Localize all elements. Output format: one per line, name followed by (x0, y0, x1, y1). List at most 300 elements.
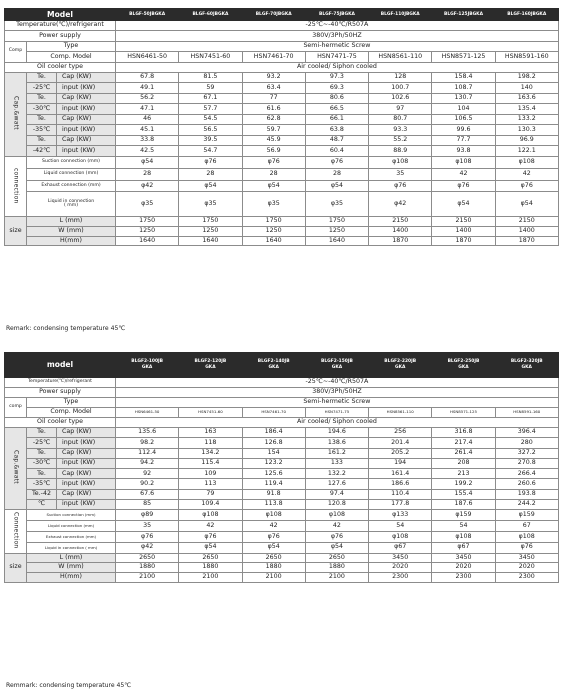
input-value-cell: 270.8 (495, 458, 558, 468)
input-value-cell: 113.8 (242, 500, 305, 510)
connection-value-cell: φ42 (369, 192, 432, 217)
te-label: Te. (27, 135, 57, 146)
cap-value-cell: 158.4 (432, 72, 495, 83)
cap-value-cell: 154 (242, 448, 305, 458)
connection-value-cell: φ54 (305, 180, 368, 192)
cap-value-cell: 125.6 (242, 469, 305, 479)
input-value-cell: 113 (179, 479, 242, 489)
input-value-cell: 99.6 (432, 125, 495, 136)
connection-value-cell: 28 (179, 168, 242, 180)
connection-value-cell: φ67 (369, 542, 432, 553)
model-header: Model (5, 9, 116, 21)
comp-model-cell: HSN7461-70 (242, 408, 305, 418)
cap-value-cell: 81.5 (179, 72, 242, 83)
comp-model-cell: HSN7471-75 (305, 52, 368, 62)
te-temp-label: ℃ (27, 500, 57, 510)
connection-label (5, 156, 27, 216)
input-value-cell: 177.8 (369, 500, 432, 510)
connection-value-cell: φ108 (495, 156, 558, 168)
size-value-cell: 2300 (495, 573, 558, 583)
size-value-cell: 1250 (242, 226, 305, 236)
size-value-cell: 1750 (116, 217, 179, 227)
cap-watt-label-text: Cap.&watt (12, 450, 20, 485)
model-name-header: BLGF2-250JB GKA (432, 353, 495, 378)
input-value-cell: 186.6 (369, 479, 432, 489)
connection-value-cell: 28 (116, 168, 179, 180)
input-value-cell: 59 (179, 83, 242, 94)
connection-value-cell: φ35 (116, 192, 179, 217)
connection-value-cell: φ67 (432, 542, 495, 553)
cap-value-cell: 92 (116, 469, 179, 479)
model-name-header: BLGF-75JBGKA (305, 9, 368, 21)
model-name-header: BLGF2-150JB GKA (305, 353, 368, 378)
power-supply-value: 380V/3Ph/50HZ (116, 31, 559, 41)
connection-value-cell: φ54 (305, 542, 368, 553)
cap-value-cell: 161.2 (305, 448, 368, 458)
connection-value-cell: φ76 (179, 156, 242, 168)
size-value-cell: 1750 (242, 217, 305, 227)
size-value-cell: 1880 (116, 563, 179, 573)
te-temp-label: -30℃ (27, 458, 57, 468)
connection-value-cell: φ76 (305, 156, 368, 168)
input-value-cell: 104 (432, 104, 495, 115)
input-kw-label: input (KW) (57, 458, 116, 468)
oil-cooler-label: Oil cooler type (5, 62, 116, 72)
cap-value-cell: 33.8 (116, 135, 179, 146)
comp-model-cell: HSN8561-110 (369, 408, 432, 418)
cap-value-cell: 80.7 (369, 114, 432, 125)
input-value-cell: 100.7 (369, 83, 432, 94)
spec-table-blgf (4, 8, 559, 246)
input-value-cell: 135.4 (495, 104, 558, 115)
size-value-cell: 2100 (242, 573, 305, 583)
cap-value-cell: 62.8 (242, 114, 305, 125)
comp-model-cell: HSN8571-125 (432, 52, 495, 62)
size-value-cell: 3450 (495, 553, 558, 563)
input-value-cell: 56.9 (242, 146, 305, 157)
type-value: Semi-hermetic Screw (116, 398, 559, 408)
cap-watt-label-text: Cap.&watt (12, 96, 20, 131)
temperature-label: Temperature(℃)/refrigerant (5, 21, 116, 31)
size-value-cell: 1870 (495, 236, 558, 246)
input-value-cell: 54.7 (179, 146, 242, 157)
cap-value-cell: 261.4 (432, 448, 495, 458)
cap-value-cell: 163.6 (495, 93, 558, 104)
te-temp-label: -35℃ (27, 125, 57, 136)
connection-row-label: Exhaust connection (mm) (27, 531, 116, 542)
te-label: Te. (27, 448, 57, 458)
comp-model-cell: HSN8561-110 (369, 52, 432, 62)
cap-value-cell: 198.2 (495, 72, 558, 83)
te-temp-label: -25℃ (27, 83, 57, 94)
power-supply-value: 380V/3Ph/50HZ (116, 388, 559, 398)
input-value-cell: 56.5 (179, 125, 242, 136)
cap-value-cell: 327.2 (495, 448, 558, 458)
connection-value-cell: φ76 (432, 180, 495, 192)
size-value-cell: 1640 (242, 236, 305, 246)
cap-value-cell: 256 (369, 428, 432, 438)
input-value-cell: 66.5 (305, 104, 368, 115)
size-value-cell: 2100 (305, 573, 368, 583)
input-value-cell: 57.7 (179, 104, 242, 115)
size-value-cell: 2020 (432, 563, 495, 573)
cap-value-cell: 193.8 (495, 489, 558, 499)
input-value-cell: 47.1 (116, 104, 179, 115)
size-value-cell: 2150 (369, 217, 432, 227)
input-value-cell: 59.7 (242, 125, 305, 136)
size-value-cell: 2020 (495, 563, 558, 573)
te-label: Te. (27, 428, 57, 438)
cap-value-cell: 48.7 (305, 135, 368, 146)
input-value-cell: 63.4 (242, 83, 305, 94)
input-value-cell: 45.1 (116, 125, 179, 136)
input-value-cell: 69.3 (305, 83, 368, 94)
cap-kw-label: Cap (KW) (57, 448, 116, 458)
size-value-cell: 1640 (305, 236, 368, 246)
cap-value-cell: 134.2 (179, 448, 242, 458)
input-value-cell: 63.8 (305, 125, 368, 136)
size-label: size (5, 217, 27, 246)
size-value-cell: 2650 (242, 553, 305, 563)
size-value-cell: 1640 (116, 236, 179, 246)
model-name-header: BLGF-50JBGKA (116, 9, 179, 21)
size-value-cell: 1400 (432, 226, 495, 236)
size-row-label: W (mm) (27, 226, 116, 236)
size-value-cell: 1250 (179, 226, 242, 236)
connection-label-text: connection (12, 167, 20, 204)
connection-value-cell: φ54 (116, 156, 179, 168)
size-value-cell: 2100 (179, 573, 242, 583)
connection-value-cell: φ54 (432, 192, 495, 217)
connection-value-cell: φ76 (242, 156, 305, 168)
cap-value-cell: 133.2 (495, 114, 558, 125)
connection-row-label: Liquid connection (mm) (27, 521, 116, 532)
input-value-cell: 97 (369, 104, 432, 115)
size-row-label: H(mm) (27, 236, 116, 246)
te-label: Te. (27, 93, 57, 104)
model-name-header: BLGF2-100JB GKA (116, 353, 179, 378)
input-value-cell: 120.8 (305, 500, 368, 510)
size-value-cell: 1870 (369, 236, 432, 246)
input-value-cell: 93.8 (432, 146, 495, 157)
comp-model-cell: HSN7451-60 (179, 52, 242, 62)
cap-value-cell: 80.6 (305, 93, 368, 104)
size-value-cell: 2100 (116, 573, 179, 583)
cap-value-cell: 55.2 (369, 135, 432, 146)
input-value-cell: 109.4 (179, 500, 242, 510)
connection-value-cell: φ108 (369, 156, 432, 168)
model-name-header: BLGF-70JBGKA (242, 9, 305, 21)
comp-model-label: Comp. Model (27, 408, 116, 418)
input-value-cell: 90.2 (116, 479, 179, 489)
model-name-header: BLGF2-220JB GKA (369, 353, 432, 378)
connection-value-cell: φ108 (432, 156, 495, 168)
connection-value-cell: 67 (495, 521, 558, 532)
cap-value-cell: 161.4 (369, 469, 432, 479)
size-value-cell: 2650 (305, 553, 368, 563)
spec-table-blgf2 (4, 352, 559, 583)
input-value-cell: 49.1 (116, 83, 179, 94)
size-value-cell: 3450 (432, 553, 495, 563)
connection-value-cell: φ35 (242, 192, 305, 217)
temperature-value: -25℃~-40℃/R507A (116, 378, 559, 388)
oil-cooler-value: Air cooled/ Siphon cooled (116, 418, 559, 428)
cap-value-cell: 128 (369, 72, 432, 83)
te-temp-label: -25℃ (27, 438, 57, 448)
comp-model-cell: HSN8571-125 (432, 408, 495, 418)
connection-label-text: Connection (12, 511, 20, 549)
input-value-cell: 98.2 (116, 438, 179, 448)
size-value-cell: 1880 (305, 563, 368, 573)
cap-kw-label: Cap (KW) (57, 489, 116, 499)
size-value-cell: 1750 (305, 217, 368, 227)
connection-value-cell: φ76 (495, 180, 558, 192)
size-value-cell: 1400 (495, 226, 558, 236)
input-value-cell: 140 (495, 83, 558, 94)
cap-kw-label: Cap (KW) (57, 114, 116, 125)
input-value-cell: 194 (369, 458, 432, 468)
cap-value-cell: 67.1 (179, 93, 242, 104)
comp-label: Comp (5, 41, 27, 62)
input-kw-label: input (KW) (57, 125, 116, 136)
temperature-value: -25℃~-40℃/R507A (116, 21, 559, 31)
connection-value-cell: φ108 (179, 510, 242, 521)
input-value-cell: 115.4 (179, 458, 242, 468)
input-value-cell: 217.4 (432, 438, 495, 448)
input-value-cell: 122.1 (495, 146, 558, 157)
size-value-cell: 2300 (369, 573, 432, 583)
cap-value-cell: 77.7 (432, 135, 495, 146)
cap-value-cell: 67.8 (116, 72, 179, 83)
input-kw-label: input (KW) (57, 438, 116, 448)
cap-value-cell: 97.4 (305, 489, 368, 499)
cap-value-cell: 132.2 (305, 469, 368, 479)
te-label: Te. (27, 469, 57, 479)
connection-row-label: Exhaust connection (mm) (27, 180, 116, 192)
connection-value-cell: 35 (116, 521, 179, 532)
connection-value-cell: 42 (305, 521, 368, 532)
connection-value-cell: φ108 (369, 531, 432, 542)
connection-value-cell: φ54 (179, 180, 242, 192)
connection-value-cell: φ76 (242, 531, 305, 542)
cap-value-cell: 45.9 (242, 135, 305, 146)
connection-value-cell: φ108 (495, 531, 558, 542)
input-value-cell: 123.2 (242, 458, 305, 468)
model-name-header: BLGF-125JBGKA (432, 9, 495, 21)
cap-value-cell: 110.4 (369, 489, 432, 499)
cap-value-cell: 67.6 (116, 489, 179, 499)
connection-value-cell: φ42 (116, 542, 179, 553)
te-temp-label: -42℃ (27, 146, 57, 157)
cap-value-cell: 54.5 (179, 114, 242, 125)
power-supply-label: Power supply (5, 388, 116, 398)
cap-value-cell: 109 (179, 469, 242, 479)
connection-value-cell: φ54 (495, 192, 558, 217)
cap-value-cell: 97.3 (305, 72, 368, 83)
cap-value-cell: 135.6 (116, 428, 179, 438)
remark-2: Remmark: condensing temperature 45℃ (6, 682, 132, 689)
input-value-cell: 280 (495, 438, 558, 448)
model-name-header: BLGF-160JBGKA (495, 9, 558, 21)
connection-label (5, 510, 27, 553)
connection-value-cell: φ35 (305, 192, 368, 217)
power-supply-label: Power supply (5, 31, 116, 41)
cap-watt-label (5, 72, 27, 156)
size-value-cell: 1880 (242, 563, 305, 573)
cap-kw-label: Cap (KW) (57, 93, 116, 104)
input-value-cell: 126.8 (242, 438, 305, 448)
connection-value-cell: φ76 (495, 542, 558, 553)
te-label: Te.-42 (27, 489, 57, 499)
cap-value-cell: 66.1 (305, 114, 368, 125)
connection-value-cell: φ108 (242, 510, 305, 521)
input-value-cell: 127.6 (305, 479, 368, 489)
cap-value-cell: 266.4 (495, 469, 558, 479)
input-value-cell: 85 (116, 500, 179, 510)
connection-value-cell: 54 (369, 521, 432, 532)
comp-model-cell: HSN7451-60 (179, 408, 242, 418)
connection-row-label: Liquid connection (mm) (27, 168, 116, 180)
cap-watt-label (5, 428, 27, 510)
input-value-cell: 199.2 (432, 479, 495, 489)
cap-value-cell: 316.8 (432, 428, 495, 438)
connection-row-label: Suction connection (mm) (27, 156, 116, 168)
cap-kw-label: Cap (KW) (57, 72, 116, 83)
cap-value-cell: 46 (116, 114, 179, 125)
input-value-cell: 93.3 (369, 125, 432, 136)
te-temp-label: -30℃ (27, 104, 57, 115)
connection-value-cell: φ76 (179, 531, 242, 542)
size-value-cell: 1250 (116, 226, 179, 236)
model-name-header: BLGF2-120JB GKA (179, 353, 242, 378)
input-value-cell: 201.4 (369, 438, 432, 448)
cap-kw-label: Cap (KW) (57, 469, 116, 479)
connection-value-cell: φ108 (305, 510, 368, 521)
connection-value-cell: φ54 (242, 542, 305, 553)
te-temp-label: -35℃ (27, 479, 57, 489)
cap-value-cell: 91.8 (242, 489, 305, 499)
size-value-cell: 2650 (116, 553, 179, 563)
cap-value-cell: 155.4 (432, 489, 495, 499)
connection-value-cell: φ35 (179, 192, 242, 217)
connection-row-label: Liquid in connection ( mm) (27, 192, 116, 217)
connection-value-cell: 42 (242, 521, 305, 532)
input-kw-label: input (KW) (57, 479, 116, 489)
cap-value-cell: 194.6 (305, 428, 368, 438)
size-value-cell: 1870 (432, 236, 495, 246)
cap-value-cell: 79 (179, 489, 242, 499)
connection-value-cell: φ54 (242, 180, 305, 192)
size-value-cell: 1640 (179, 236, 242, 246)
connection-value-cell: φ159 (432, 510, 495, 521)
cap-value-cell: 396.4 (495, 428, 558, 438)
connection-value-cell: φ42 (116, 180, 179, 192)
model-name-header: BLGF-110JBGKA (369, 9, 432, 21)
cap-value-cell: 77 (242, 93, 305, 104)
cap-value-cell: 213 (432, 469, 495, 479)
model-name-header: BLGF2-140JB GKA (242, 353, 305, 378)
connection-value-cell: 42 (495, 168, 558, 180)
remark-1: Remark: condensing temperature 45℃ (6, 325, 126, 332)
cap-value-cell: 56.2 (116, 93, 179, 104)
size-value-cell: 2150 (495, 217, 558, 227)
connection-row-label: Liquid in connection ( mm) (27, 542, 116, 553)
input-kw-label: input (KW) (57, 500, 116, 510)
cap-value-cell: 186.4 (242, 428, 305, 438)
type-label: Type (27, 41, 116, 51)
comp-model-cell: HSN7471-75 (305, 408, 368, 418)
size-row-label: L (mm) (27, 553, 116, 563)
cap-kw-label: Cap (KW) (57, 135, 116, 146)
cap-value-cell: 106.5 (432, 114, 495, 125)
input-value-cell: 187.6 (432, 500, 495, 510)
connection-value-cell: 42 (432, 168, 495, 180)
te-label: Te. (27, 114, 57, 125)
model-header: model (5, 353, 116, 378)
size-value-cell: 1750 (179, 217, 242, 227)
cap-value-cell: 130.7 (432, 93, 495, 104)
comp-model-label: Comp. Model (27, 52, 116, 62)
comp-model-cell: HSN6461-50 (116, 408, 179, 418)
connection-value-cell: 28 (305, 168, 368, 180)
size-value-cell: 2650 (179, 553, 242, 563)
comp-model-cell: HSN6461-50 (116, 52, 179, 62)
cap-value-cell: 112.4 (116, 448, 179, 458)
input-value-cell: 208 (432, 458, 495, 468)
cap-value-cell: 102.6 (369, 93, 432, 104)
cap-value-cell: 205.2 (369, 448, 432, 458)
input-value-cell: 108.7 (432, 83, 495, 94)
connection-value-cell: 35 (369, 168, 432, 180)
connection-value-cell: φ76 (116, 531, 179, 542)
input-kw-label: input (KW) (57, 83, 116, 94)
connection-value-cell: φ89 (116, 510, 179, 521)
input-kw-label: input (KW) (57, 146, 116, 157)
te-label: Te. (27, 72, 57, 83)
connection-value-cell: φ76 (369, 180, 432, 192)
temperature-label: Temperature(℃)/refrigerant (5, 378, 116, 388)
input-value-cell: 42.5 (116, 146, 179, 157)
size-value-cell: 2300 (432, 573, 495, 583)
input-value-cell: 133 (305, 458, 368, 468)
input-value-cell: 119.4 (242, 479, 305, 489)
input-value-cell: 130.3 (495, 125, 558, 136)
type-label: Type (27, 398, 116, 408)
connection-value-cell: 28 (242, 168, 305, 180)
size-label: size (5, 553, 27, 582)
connection-value-cell: 42 (179, 521, 242, 532)
cap-value-cell: 163 (179, 428, 242, 438)
size-value-cell: 1250 (305, 226, 368, 236)
cap-value-cell: 96.9 (495, 135, 558, 146)
comp-model-cell: HSN8591-160 (495, 52, 558, 62)
type-value: Semi-hermetic Screw (116, 41, 559, 51)
comp-model-cell: HSN8591-160 (495, 408, 558, 418)
size-value-cell: 1880 (179, 563, 242, 573)
size-value-cell: 1400 (369, 226, 432, 236)
input-value-cell: 138.6 (305, 438, 368, 448)
size-row-label: H(mm) (27, 573, 116, 583)
cap-kw-label: Cap (KW) (57, 428, 116, 438)
input-value-cell: 118 (179, 438, 242, 448)
size-value-cell: 2150 (432, 217, 495, 227)
connection-value-cell: φ108 (432, 531, 495, 542)
size-row-label: W (mm) (27, 563, 116, 573)
connection-value-cell: φ159 (495, 510, 558, 521)
cap-value-cell: 39.5 (179, 135, 242, 146)
comp-model-cell: HSN7461-70 (242, 52, 305, 62)
input-value-cell: 260.6 (495, 479, 558, 489)
